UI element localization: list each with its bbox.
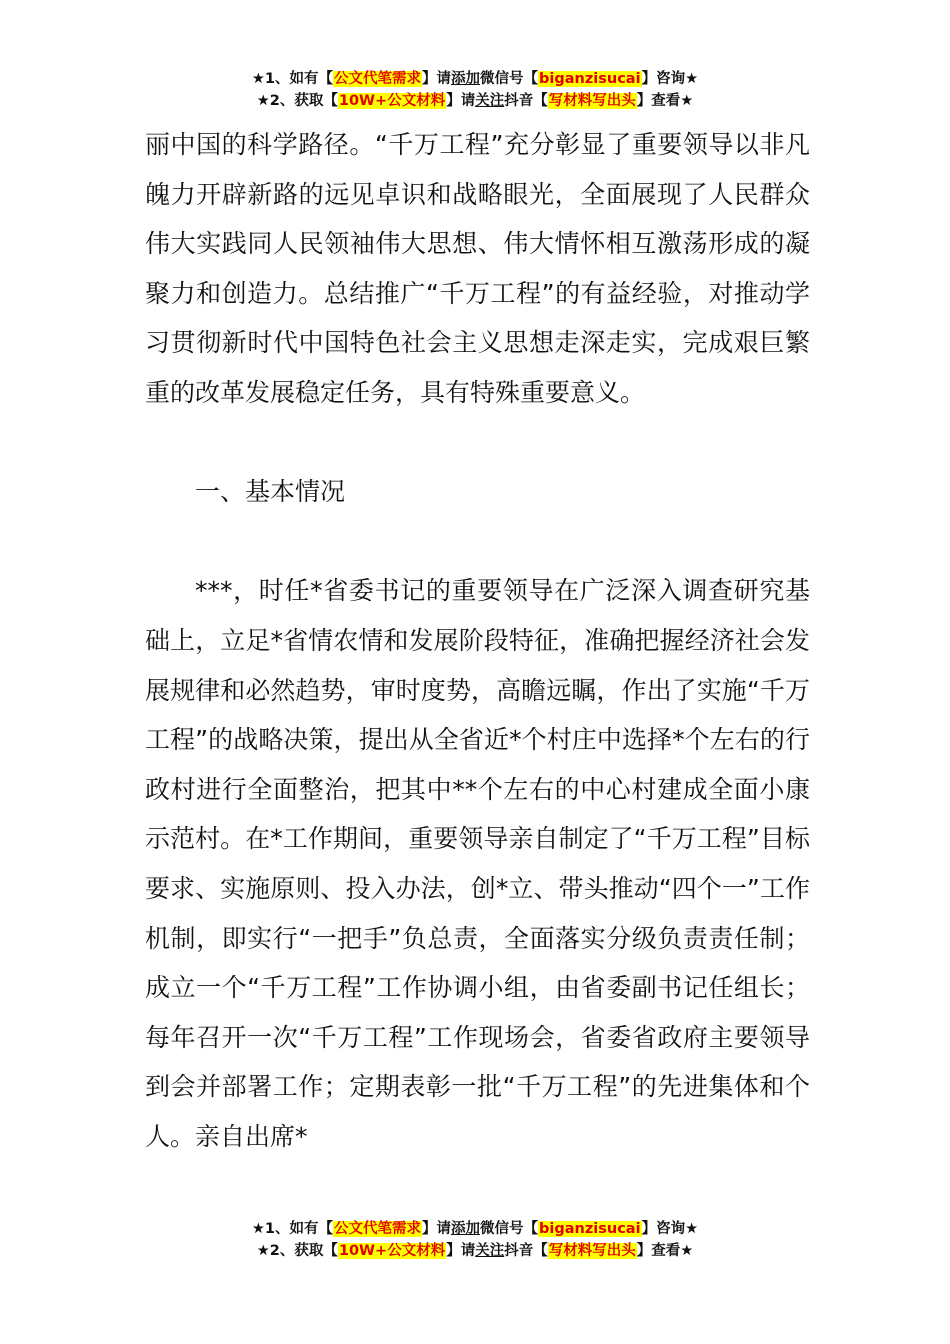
banner-text: 】请: [422, 1221, 452, 1237]
banner-highlight: 10W+公文材料: [338, 93, 446, 109]
banner-highlight: 写材料写出头: [548, 1243, 636, 1259]
banner-highlight: 公文代笔需求: [334, 1221, 422, 1237]
banner-underlined-text: 关注: [475, 93, 505, 109]
banner-text: 抖音【: [504, 1243, 548, 1259]
banner-text: 】咨询★: [641, 1221, 699, 1237]
banner-highlight: 公文代笔需求: [334, 71, 422, 87]
paragraph-spacer: [145, 418, 810, 468]
section-heading: 一、基本情况: [195, 477, 346, 507]
banner-highlight: biganzisucai: [539, 1221, 641, 1237]
banner-text: ★2、获取【: [256, 1243, 338, 1259]
banner-text: 】请: [446, 93, 476, 109]
banner-highlight: 写材料写出头: [548, 93, 636, 109]
banner-text: 】请: [446, 1243, 476, 1259]
banner-text: 】查看★: [636, 1243, 694, 1259]
paragraph-intro: 丽中国的科学路径。“千万工程”充分彰显了重要领导以非凡魄力开辟新路的远见卓识和战略眼光，全面展现了人民群众伟大实践同人民领袖伟大思想、伟大情怀相互激荡形成的凝聚力和创造力。总结推广“千万工程”的有益经验，对推动学习贯彻新时代中国特色社会主义思想走深走实，完成艰巨繁重的改革发展稳定任务，具有特殊重要意义。: [145, 130, 810, 407]
banner-underlined-text: 关注: [475, 1243, 505, 1259]
banner-text: 】咨询★: [641, 71, 699, 87]
banner-text: ★1、如有【: [251, 1221, 334, 1237]
footer-banner: [0, 1218, 950, 1262]
banner-highlight: biganzisucai: [539, 71, 641, 87]
banner-text: ★2、获取【: [256, 93, 338, 109]
header-banner: [0, 68, 950, 112]
banner-text: 微信号【: [480, 1221, 539, 1237]
banner-text: 】请: [422, 71, 452, 87]
banner-line-1: [0, 1218, 950, 1240]
banner-line-1: [0, 68, 950, 90]
banner-line-2: [0, 1240, 950, 1262]
document-body: [145, 120, 810, 1161]
banner-text: 抖音【: [504, 93, 548, 109]
banner-underlined-text: 添加: [451, 71, 481, 87]
banner-text: 】查看★: [636, 93, 694, 109]
banner-text: ★1、如有【: [251, 71, 334, 87]
paragraph-spacer: [145, 517, 810, 567]
banner-text: 微信号【: [480, 71, 539, 87]
banner-highlight: 10W+公文材料: [338, 1243, 446, 1259]
banner-line-2: [0, 90, 950, 112]
paragraph-basic-situation: ***，时任*省委书记的重要领导在广泛深入调查研究基础上，立足*省情农情和发展阶段特征，准确把握经济社会发展规律和必然趋势，审时度势，高瞻远瞩，作出了实施“千万工程”的战略决策，提出从全省近*个村庄中选择*个左右的行政村进行全面整治，把其中**个左右的中心村建成全面小康示范村。在*工作期间，重要领导亲自制定了“千万工程”目标要求、实施原则、投入办法，创*立、带头推动“四个一”工作机制，即实行“一把手”负总责，全面落实分级负责责任制；成立一个“千万工程”工作协调小组，由省委副书记任组长；每年召开一次“千万工程”工作现场会，省委省政府主要领导到会并部署工作；定期表彰一批“千万工程”的先进集体和个人。亲自出席*: [145, 576, 810, 1151]
banner-underlined-text: 添加: [451, 1221, 481, 1237]
